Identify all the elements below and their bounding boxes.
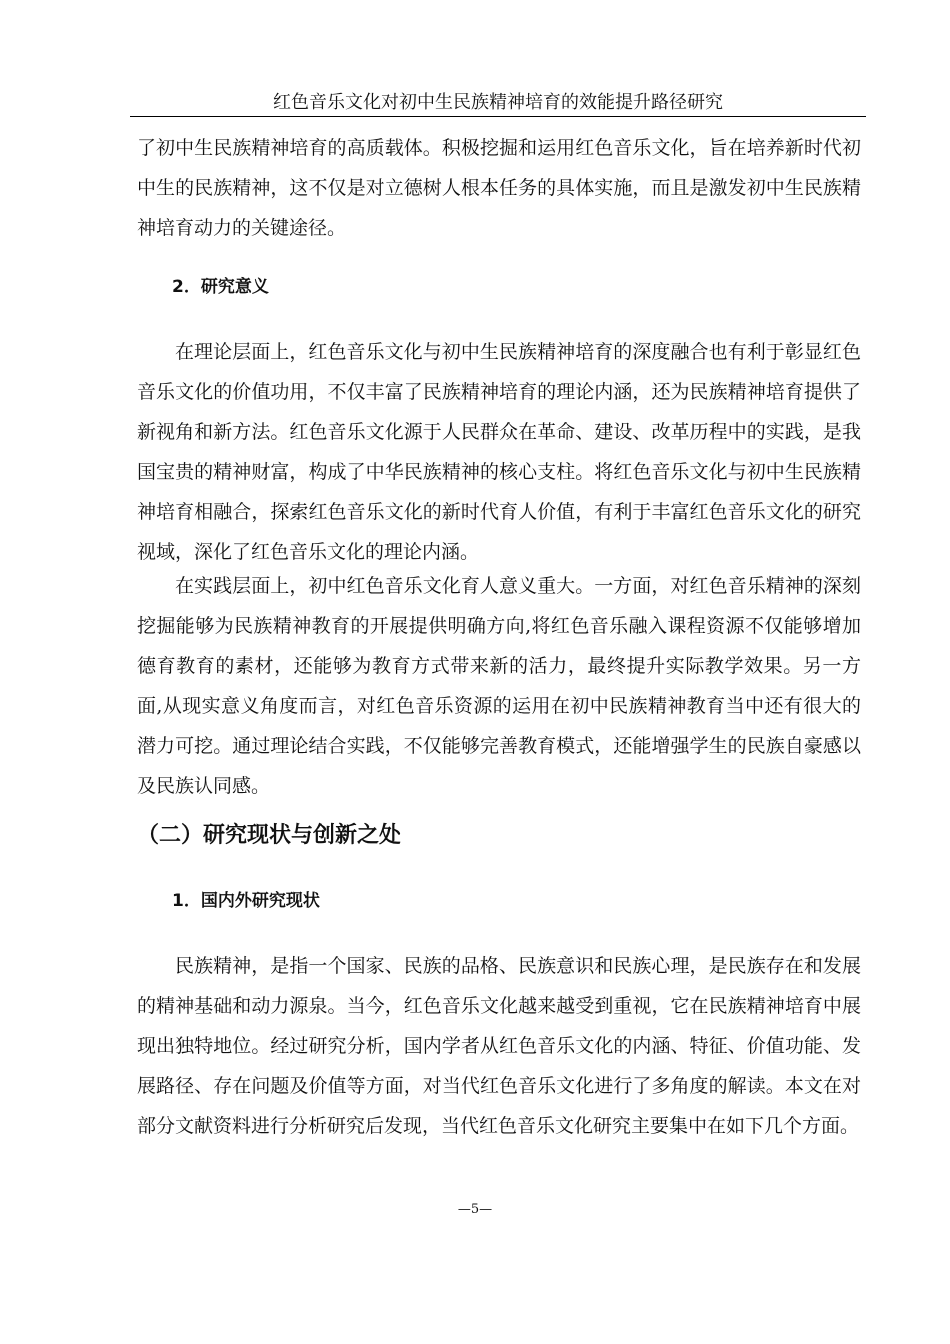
running-header: 红色音乐文化对初中生民族精神培育的效能提升路径研究 <box>130 90 866 117</box>
section-heading-research-status: （二）研究现状与创新之处 <box>137 823 402 848</box>
subheading-research-status: 1．国内外研究现状 <box>172 891 320 911</box>
paragraph-national-spirit: 民族精神，是指一个国家、民族的品格、民族意识和民族心理，是民族存在和发展的精神基础和动力源泉。当今，红色音乐文化越来越受到重视，它在民族精神培育中展现出独特地位。经过研究分析，国内学者从红色音乐文化的内涵、特征、价值功能、发展路径、存在问题及价值等方面，对当代红色音乐文化进行了多角度的解读。本文在对部分文献资料进行分析研究后发现，当代红色音乐文化研究主要集中在如下几个方面。 <box>137 955 861 1137</box>
paragraph-theory: 在理论层面上，红色音乐文化与初中生民族精神培育的深度融合也有利于彰显红色音乐文化的价值功用，不仅丰富了民族精神培育的理论内涵，还为民族精神培育提供了新视角和新方法。红色音乐文化源于人民群众在革命、建设、改革历程中的实践，是我国宝贵的精神财富，构成了中华民族精神的核心支柱。将红色音乐文化与初中生民族精神培育相融合，探索红色音乐文化的新时代育人价值，有利于丰富红色音乐文化的研究视域，深化了红色音乐文化的理论内涵。 <box>137 341 861 563</box>
paragraph-practice: 在实践层面上，初中红色音乐文化育人意义重大。一方面，对红色音乐精神的深刻挖掘能够为民族精神教育的开展提供明确方向,将红色音乐融入课程资源不仅能够增加德育教育的素材，还能够为教育方式带来新的活力，最终提升实际教学效果。另一方面,从现实意义角度而言，对红色音乐资源的运用在初中民族精神教育当中还有很大的潜力可挖。通过理论结合实践，不仅能够完善教育模式，还能增强学生的民族自豪感以及民族认同感。 <box>137 575 861 797</box>
paragraph-continued: 了初中生民族精神培育的高质载体。积极挖掘和运用红色音乐文化，旨在培养新时代初中生的民族精神，这不仅是对立德树人根本任务的具体实施，而且是激发初中生民族精神培育动力的关键途径。 <box>137 137 861 239</box>
page-number: —5— <box>457 1202 493 1217</box>
subheading-research-significance: 2．研究意义 <box>172 277 269 297</box>
